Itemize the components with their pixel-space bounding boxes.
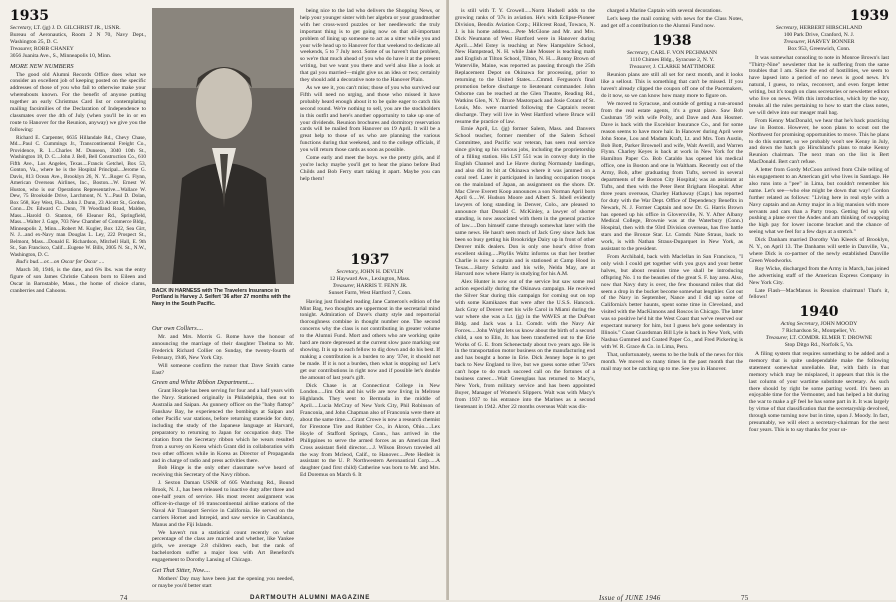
left-page [0,0,447,600]
paragraph: It was somewhat consoling to note in Monroe Brown's last "Thirty-Nine" newsletter that he is suffering from the same troubles that I am. Since the end of hostilities, we seem to have lapsed into a period of no news is good news. It's natural, I guess, to relax, reconvert, and even forget letter writing, but it's tough on class secretaries or newsletter editors who live on news. With this introduction, which by the way, breaks all the rules pertaining to how to start the class notes, we will delve into our meager mail bag. [749,54,889,116]
treasurer-name: LT. COMDR. ELMER T. DROWNE [789,335,873,342]
left-page-number: 74 [120,594,128,602]
paragraph: Grant Hoople has been serving for four and a half years with the Navy. Stationed originally in Philadelphia, then out to Australia and Saipan. As gunnery officer on the "baby flattop" Fanshaw Bay, he experienced the bombings at Saipan and other Pacific war stations, before returning stateside for duty, including the study of the Japanese language at Harvard, preparatory to returning to Japan for occupation duty. The citation from the Secretary ribbon which he wears resulted from a survey on Korea which Grant did in collaboration with two other officers while in Korea as Director of Propaganda and in charge of radio and press activities there. [152,388,294,464]
paragraph: From Kenny MacDonald, we hear that he's back practicing law in Boston. However, he soon plans to scout out the Northwest for promising opportunities to move. This he plans to do this summer, so we probably won't see Kenny in July, and down the hatch go Hirschland's plans to make Kenny Reunion chairman. The next man on the list is Bert MacDonald. Bert can't refuse. [749,117,889,166]
secretary-label: Secretary, [336,269,359,275]
treasurer-address: 3056 Juanita Ave., S., Minneapolis 10, Minn. [10,52,112,59]
paragraph: Mothers' Day may have been just the opening you needed, or maybe you'd better start [152,576,294,589]
paragraph: is still with T. Y. Crowell.....Norm Hudsell adds to the growing ranks of '37s in aviation. He's with Eclipse-Pioneer Division, Bendix Aviation Corp.; Hillcrest Road, Towaco, N. J. is his home address.....Pete McGlone and Mr. and Mrs. Dick Neumann of West Hartford were in Hanover during April.....Mel Estey is teaching at New Hampshire School, New Hampstead, N. H. while Jake Mosser is teaching math and English at Tilton School, Tilton, N. H.....Ronny Brown of Waterville, Maine, was reported as passing through the 25th Replacement Depot on Okinawa for processing, prior to returning to the United States.....Cmmd. Ferguson's final promotion before discharge to lieutenant commander. John Osborne can be reached at the Glen Theatre, Reading Rd., Watkins Glen, N. Y. Bruce Mastorpack and Josie Cotant of St. Louis, Mo. were married following the Captain's recent discharge. They will live in West Hartford where Bruce will resume the practice of law. [455,8,595,125]
treasurer-address: Sunset Farm, West Hartford 7, Conn. [328,289,412,296]
class-year-heading: 1935 [10,8,49,24]
paragraph: Having just finished reading Jane Cameron's edition of the Mint Bag, two thoughts are uppermost in the secretarial mind tonight. Admiration of Dave's chatty style and reportorial thoroughness combine in thought number one. The second concerns why the class is not contributing in greater volume to the Alumni Fund. Mort and others who are working quite hard are more depressed at the current slow pace marking our showing. It is up to each fellow to dig down and do his best. If making a contribution is a burden to any '37er, it should not be made. If it is not a burden, then what is stopping us! Let's get our contributions in right now and if possible let's double the amount of last year's gift. [300,298,440,381]
treasurer-label: Treasurer, [765,335,789,342]
sub-heading: Green and White Ribbon Department.... [152,379,254,387]
secretary-line [10,25,146,32]
secretary-label: Secretary, [775,25,799,31]
paragraph: Alex Hunter is now out of the service but saw some real action especially during the Okinawa campaign. He received the Silver Star during this campaign for coming out on top with some Kamikazes that were after the U.S.S. Hancock. Jack Gray of Denver met his wife Carol in Miami during the war where she was a Lt. (jg) in the WAVES at the DuPont Bldg. and Jack was a Lt. Comdr. with the Navy Air Forces.....John Wright lets us know about the birth of a second child, a son to Elin, Jr. has been transferred out to the Erie Works of G. E. from Schenectady about two years ago. He is in the transportation motor business on the manufacturing end and has bought a home in Erie. Dick Jenney hope is to get back to New England to live, but we guess some other '37ers can't hope to do much succeed call on the fortunes of a business career.....Walt Greenglass has returned to Macy's, New York, from military service and has been appointed Buyer, Manager of Women's Slippers. Walt was with Macy's from 1937 to his entrance into the Marines as a second lieutenant in 1942. After 22 months overseas Walt was dis- [455,279,595,410]
paragraph: Dick Chase is at Connecticut College in New London.....Jim Otis and his wife are now living in Melrose Highlands. They went to Bermuda in the middle of April.....Lucia McCray of New York City, Phil Robinson of Franconia, and John Chapman also of Franconia were there at about the same time.....Grant Crowe is now a research chemist for Firestone Tire and Rubber Co., in Akron, Ohio.....Lex Hoyle of Stafford Springs, Conn., has arrived in the Philippines to serve the armed forces as an American Red Cross assistant field director.....J. Wilson Brown traveled all the way from Mcleod, Calif., to Hanover.....Pete Hedleit is assistant to the U. P. Northwestern Aeronautical Corp.....A daughter (and first child) Catherine was born to Mr. and Mrs. Ed Doremus on March 6. It [300,382,440,479]
column-1937 [300,252,440,576]
secretary-name: CARL F. VON PECHMANN [650,49,718,56]
sub-heading: Bud's bud....or....on Oscar for Oscar .... [16,259,105,266]
treasurer-label: Treasurer, [10,45,33,52]
class-year-heading: 1937 [350,252,390,268]
treasurer-label: Treasurer, [332,282,356,289]
sub-heading: Our own Colliers.... [152,325,204,332]
treasurer-address: Stop Ditgo Rd., Norfolk 5, Va. [784,342,854,349]
secretary-address: 7 Richardson St., Montpelier, Vt. [781,328,857,335]
secretary-line [300,269,440,276]
paragraph: March 30, 1946, is the date, and 6¾ lbs. was the entry figure of son James Christie Cahoon born to Eileen and Oscar in Barnstable, Mass., the home of choice clams, cranberries and Cahoons. [10,267,146,294]
secretary-address: Bureau of Aeronautics, Room 2 N 70, Navy Dept., Washington 25, D. C. [10,31,146,45]
paragraph: Late Flash—MacManus is Reunion chairman! That's it, fellows! [749,287,889,301]
paragraph: We moved to Syracuse, and outside of getting a run-around from the real estate agents, it's a great place. Saw Bob Cushman '39 with wife Polly, and Dave and Ann Hosmer. Dave is back with the Excelsior Insurance Co., and for some reason seems to have more hair. In Hanover during April were John Stone, Lou and Madam Kraft, Lt. and Mrs. Tom Austin, Bob Bott, Parker Brownell and wife, Walt Averill, and Warren Flynn. Charley Keyes is back at work in New York for the Hamilton Paper Co. Bob Cataldo has opened his medical office, one in Boston and one in Waltham. Recently out of the Army, Bob, after graduating from Tufts, served in several departments of the Boston City Hospital; was an assistant at Tufts, and then with the Peter Bent Brigham Hospital. After three years overseas, Charley Hathaway (Capt.) has reported for duty with the War Dept. Office of Dependency Benefits in Newark, N. J. Former Captain and now Dr. G. Harris Brown has opened up his office in Gloversville, N. Y. After Albany Medical College, Brownie was at the Waterbury (Conn.) Hospital, then with the 93rd Division overseas, has five battle stars and the Bronze Star. Lt. Comdr. Nate Straus, back to work, is with Nathan Straus-Duparquet in New York, as assistant to the president. [601,101,743,253]
treasurer-line [601,64,743,71]
treasurer-name: ROBB CHANEY [33,45,74,52]
secretary-label: Secretary, [626,49,650,56]
treasurer-line [749,39,889,46]
secretary-label: Acting Secretary, [780,321,820,328]
paragraph: A filing system that requires something to be added and a memory that is quite undependable make the following statement somewhat unreliable. But, with faith in that memory which may be misplaced, it appears that this is the last column of your wartime substitute secretary. As such there should by right be some parting word. It's been an enjoyable time for the Vermonter, and has helped a bit during the war to make a gF feel he has some part in it. It was largely by virtue of that classification that the secretaryship devolved, through some turning now but in time, upon J. Moody. In fact, presumably, we will elect a secretary-chairman for the next four years. This is to say thanks for your ut- [749,350,889,433]
treasurer-label: Treasurer, [783,38,806,45]
portrait-photo [152,8,294,284]
paragraph: Bob Hinge is the only other classmate we've heard of receiving this Secretary of the Navy ribbon. [152,465,294,479]
secretary-address: 100 Park Drive, Cranford, N. J. [783,31,855,38]
secretary-address: 1110 Chimes Bldg., Syracuse 2, N. Y. [629,56,715,63]
secretary-address: 12 Hayward Ave., Lexington, Mass. [329,275,411,282]
column-1935 [10,8,146,583]
treasurer-line [10,46,146,53]
paragraph: J. Sexton Daman USNR of 605 Watchung Rd., Bound Brook, N. J., has been released to inactive duty after three and one-half years of service. His most recent assignment was officer-in-charge of 16 transcontinental airline stations of the Naval Air Transport Service in California. He served on the carriers Hornet and Intrepid, and saw service in Casablanca, Manus and the Fiji Islands. [152,480,294,528]
paragraph: Ernie April, Lt. (jg) former Salem, Mass. and Danvers School teacher, former member of the Salem School Committee, and Pacific war veteran, has seen real service since giving up his various jobs, including the proprietorship of a filling station. His LST 551 was in convoy duty in the English Channel and Le Havre during Normandy landings, and also did its bit at Okinawa where it was jammed on a coral reef. Later it participated in landing occupation troops on the mainland of Japan, an assignment on the shore. Dr. Mac Cleve Everett Koop announces a son Norman April born April 6.....W. Hudson Moore and Albert S. Isbell evidently lawyers of long standing in Denver, Colo., are pleased to announce that Donald C. McKinley, a lawyer of shorter standing, is now associated with them in the general practice of law.....Don himself came through somewhat later with the same news. He hasn't seen much of Jack Grey since Jack has been so busy getting his Brookridge Dairy up in front of other Denver milk dealers. Don is only one hour's drive from excellent skiing.....Phyllis Waltz informs us that her brother Charlie is now a captain and is stationed at Camp Hood in Texas.....Harry Schultz and his wife, Nelda May, are at Harvard now where Harry is studying for his A.M. [455,126,595,278]
treasurer-name: J. CLARKE MATTIMORE [652,63,715,70]
column-1937-continued [455,8,595,583]
treasurer-name: HARVEY BONNER [807,38,855,45]
paragraph: Mr. and Mrs. Morris G. Rome have the honour of announcing the marriage of their daughter Thelma to Mr. Frederick Richard Collier on Sunday, the twenty-fourth of February, 1946, New York City. [152,334,294,361]
paragraph: The good old Alumni Records Office does what we consider an excellent job of keeping posted on the specific addresses of those of you who fail to otherwise make your whereabouts known. For the benefit of anyone putting together an early Christmas Card list or contemplating mailing facsimilies of the Declaration of Independence to classmates over the 4th of July (when you'll be in or en route to Hanover for the Reunion, anyway) we give you the following: [10,71,146,133]
paragraph: That, unfortunately, seems to be the bulk of the news for this month. We moved so many times in the past month that the mail may not be catching up to me. See you in Hanover. [601,351,743,372]
secretary-line [749,321,889,328]
paragraph: Let's keep the mail coming with news for the Class Notes, and get off a contribution to the Alumni Fund now. [601,15,743,29]
secretary-line [749,25,889,32]
column-1938 [601,8,743,583]
magazine-title: DARTMOUTH ALUMNI MAGAZINE [250,594,371,601]
paragraph: We haven't run a statistical count recently on what percentage of the class are married and whether, like Yankee girls, we average 2.8 children each, but the rank of bachelordom suffer a major loss with Art Beneford's engagement to Dorothy Lansing of Chicago. [152,529,294,564]
paragraph: charged a Marine Captain with several decorations. [607,8,722,14]
paragraph: Dick Danham married Dorothy Van Kleeck of Brooklyn, N. Y., on April 13. The Danhams will settle in Danville, Va., where Dick is co-partner of the newly established Danville Green Woodworks. [749,237,889,264]
class-year-heading: 1939 [850,8,889,24]
treasurer-label: Treasurer, [629,63,652,70]
secretary-name: HERBERT HIRSCHLAND [799,25,863,31]
secretary-name: JOHN H. DEVLIN [360,269,404,275]
column-1939-1940 [749,8,889,583]
treasurer-line [300,283,440,290]
section-heading: MORE NEW NUMBERS [10,62,74,70]
class-year-heading: 1938 [652,32,692,49]
paragraph: From Archibald, back with Maclellan in San Francisco, "I only wish I could get together with you guys and your better halves, but about reunion time we shall be introducing offspring No. 1 to the beauties of the great S. F. bay area. Also, now that Navy duty is over, the few thousand miles that did seem a drop in the bucket become somewhat lengthier. Got out of the Navy in September, Nance and I did up some of California's better haunts, spent some time in Cleveland, and visited with the MacKinnons and Roscos in Chicago. The latter was so positive he'd hit the West Coast that we've reserved our expectant nursery for him, but I guess he's gone sedentary in Illinois." Coast Guardsman Bill Lyle is back in New York, with Nashua Gummed and Coated Paper Co., and Fred Pickering is with W. R. Grace & Co. in Lima, Peru. [601,254,743,350]
right-page-number: 75 [741,594,749,602]
secretary-line [601,50,743,57]
secretary-label: Secretary, [10,25,33,31]
paragraph: being nice to the lad who delivers the Shopping News, or help your younger sister with her algebra or your grandmother with her cross-word puzzles or her needlework: the truly important thing is to get going now on that all-important problem of lining up someone to act as a sitter while you and your wife head up to Hanover for that weekend to dedicate all weekends, 5 to 7 July next. Some of us haven't that problem, so we're that much ahead of you who do have it at the present writing, but we want you there and we'd also like a look at that gal you married—might give us an idea or two; certainly they should add a decorative note to the Hanover Plain. [300,8,440,84]
paragraph: Reunion plans are still all set for next month, and it looks like a sellout. This is something that can't be missed. If you haven't already clipped the coupon off one of the Pacemakers, do it now, so we can know how many more to figure on. [601,72,743,100]
photo-caption: BACK IN HARNESS with The Travelers Insurance in Portland is Harvey J. Seifert '36 after 27 months with the Navy in the South Pacific. [152,288,291,307]
treasurer-address: Box 953, Greenwich, Conn. [787,45,851,52]
paragraph: Will someone confirm the rumor that Dave Smith came East? [152,362,294,376]
address-list-paragraph: Richard E. Carpenter, 6635 Hillandale Rd., Chevy Chase, Md....Paul C. Cummings Jr., Transcontinental Freight Co., Providence, R. I....Charles M. Dunseon, 3040 10th St., Washington 18, D. C....John J. Bell, Bell Construction Co., 610 Fifth Ave., Los Angeles, Texas....Francis Getchel, Box 53, Gonton, Va., where he is the Hospital Principal....Jerome G. Davis, 813 Ocean Ave., Brooklyn 26, N. Y....Roger G. Flynn, American Overseas Airlines, Inc., Boston....W. Ernest W. Huston, who is our Operations Representative....Wallace W. Dew, 75 Brookside Drive, Larchmont, N. Y....Paul D. Dolan, Box 568, Key West, Fla....John J. Dunn, 23 Alcott St., Gordon, Conn....Dr. Edward C. Dunn, 78 Woodland Road, Malden, Mass....Harold O. Stanton, 66 Eleanor Rd., Springfield, Mass....Walter J. Gage, 703 New Chamber of Commerce Bldg., Minneapolis 2, Minn....Robert M. Kugler, Box 122, Sea Girt, N. J....and ex-Navy man Douglas L. Ley, 222 Prospect St., Belmont, Mass....Donald E. Richardson, Mitchell Hall, E. 9th St., San Francisco, Calif....Eugene W. Bills, 2005 N. St., N.W., Washington, D. C. [10,134,146,258]
paragraph: As we see it, you can't miss; those of you who survived our Fifth will need no urging, and those who missed it have probably heard enough about it to be quite eager to catch this second round. We're nothing to sell, you are the stockholders in this outfit and here's another opportunity to take up one of your dividends. Reunion brochures and dormitory reservation cards will be mailed from Hanover on 19 April. It will be a great help to those of us who are planning the various functions during that weekend, and to the college officials, if you will return those cards as soon as possible. [300,84,440,154]
secretary-name: JOHN MOODY [820,321,858,328]
column-1936-upper [300,8,440,248]
secretary-name: LT. (jg) J. D. GILCHRIST JR., USNR. [33,25,121,31]
class-year-heading: 1940 [799,304,839,321]
paragraph: Come early and meet the boys. we the pretty girls, and if you're lucky maybe you'll get to hear the piano before Bud Childs and Bob Ferry start taking it apart. Maybe you can help them! [300,155,440,182]
issue-date: Issue of JUNE 1946 [599,594,661,602]
right-page [449,0,896,600]
paragraph: Roy Wicke, discharged from the Army in March, has joined the advertising staff of the American Express Company in New York City. [749,265,889,286]
treasurer-name: HARRIS T. FENN JR. [356,282,408,289]
cartoon-spacer [601,338,743,339]
column-1936-lower [152,322,294,589]
paragraph: A letter from Gordy McCoon arrived from Chile telling of his engagement to an American girl who lives in Santiago. He also runs into a "pee" in Lima, but couldn't remember his name. Let's see—who else might be down that way! Gordon further related as follows: "Living here in real style with a Navy captain and an Army major in a big mansion with more servants and cars than a Party troop. Getting fed up with pushing a plane over the Andes and am thinking of swapping the high pay for lower income bracket and the chance of seeing what we feel for a few days at a stretch." [749,167,889,236]
sub-heading: Get That Sitter, Now.... [152,567,211,575]
